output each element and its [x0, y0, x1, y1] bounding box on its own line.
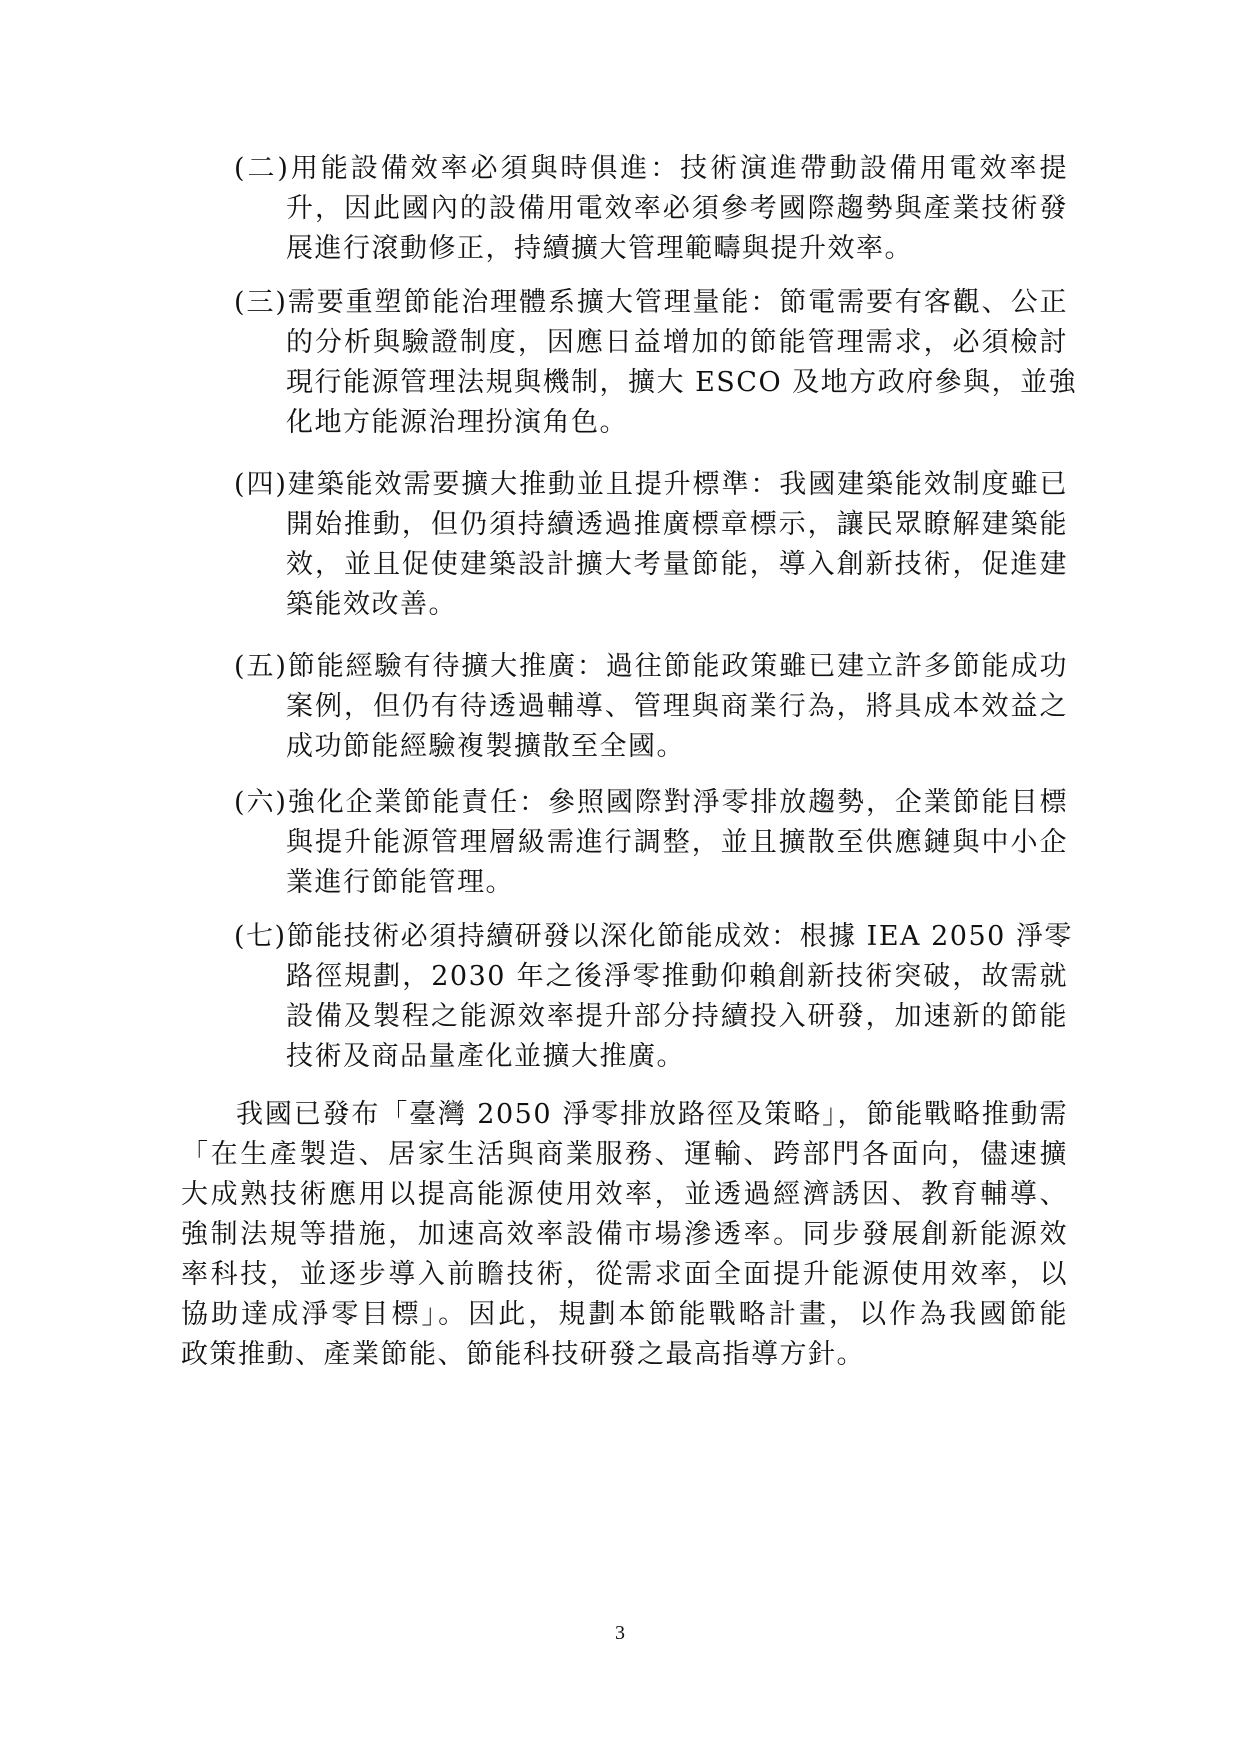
paragraph-line: 強制法規等措施，加速高效率設備市場滲透率。同步發展創新能源效: [181, 1219, 1068, 1250]
item-line: 設備及製程之能源效率提升部分持續投入研發，加速新的節能: [286, 1001, 1068, 1032]
item-line: 展進行滾動修正，持續擴大管理範疇與提升效率。: [286, 233, 913, 264]
item-line: (五)節能經驗有待擴大推廣：過往節能政策雖已建立許多節能成功: [234, 651, 1068, 682]
paragraph-line: 率科技，並逐步導入前瞻技術，從需求面全面提升能源使用效率，以: [181, 1259, 1068, 1290]
item-line: 案例，但仍有待透過輔導、管理與商業行為，將具成本效益之: [286, 691, 1068, 722]
item-line: 與提升能源管理層級需進行調整，並且擴散至供應鏈與中小企: [286, 827, 1068, 858]
paragraph-line: 大成熟技術應用以提高能源使用效率，並透過經濟誘因、教育輔導、: [181, 1179, 1068, 1210]
item-line: 升，因此國內的設備用電效率必須參考國際趨勢與產業技術發: [286, 193, 1068, 224]
list-item-3: [234, 283, 1078, 443]
item-line: (三)需要重塑節能治理體系擴大管理量能：節電需要有客觀、公正: [234, 287, 1068, 318]
item-line: 開始推動，但仍須持續透過推廣標章標示，讓民眾瞭解建築能: [286, 509, 1068, 540]
item-line: 技術及商品量產化並擴大推廣。: [286, 1041, 685, 1072]
item-line: (六)強化企業節能責任：參照國際對淨零排放趨勢，企業節能目標: [234, 787, 1068, 818]
closing-paragraph: [181, 1095, 1068, 1375]
item-line: 路徑規劃，2030 年之後淨零推動仰賴創新技術突破，故需就: [286, 961, 1068, 992]
list-item-7: [234, 917, 1073, 1077]
paragraph-line: 「在生產製造、居家生活與商業服務、運輸、跨部門各面向，儘速擴: [181, 1139, 1068, 1170]
list-item-6: [234, 783, 1068, 903]
item-line: 築能效改善。: [286, 589, 457, 620]
item-line: 效，並且促使建築設計擴大考量節能，導入創新技術，促進建: [286, 549, 1068, 580]
list-item-4: [234, 465, 1068, 625]
list-item-2: [234, 149, 1068, 269]
item-line: 現行能源管理法規與機制，擴大 ESCO 及地方政府參與，並強: [286, 367, 1078, 398]
item-line: 業進行節能管理。: [286, 867, 514, 898]
paragraph-line: 我國已發布「臺灣 2050 淨零排放路徑及策略」，節能戰略推動需: [236, 1099, 1068, 1130]
paragraph-line: 協助達成淨零目標」。因此，規劃本節能戰略計畫，以作為我國節能: [181, 1299, 1068, 1330]
page-number: 3: [615, 1622, 625, 1644]
list-item-5: [234, 647, 1068, 767]
item-line: 化地方能源治理扮演角色。: [286, 407, 628, 438]
item-line: (四)建築能效需要擴大推動並且提升標準：我國建築能效制度雖已: [234, 469, 1068, 500]
item-line: (七)節能技術必須持續研發以深化節能成效：根據 IEA 2050 淨零: [234, 921, 1073, 952]
item-line: 的分析與驗證制度，因應日益增加的節能管理需求，必須檢討: [286, 327, 1068, 358]
item-line: (二)用能設備效率必須與時俱進：技術演進帶動設備用電效率提: [234, 153, 1068, 184]
item-line: 成功節能經驗複製擴散至全國。: [286, 731, 685, 762]
paragraph-line: 政策推動、產業節能、節能科技研發之最高指導方針。: [181, 1339, 865, 1370]
